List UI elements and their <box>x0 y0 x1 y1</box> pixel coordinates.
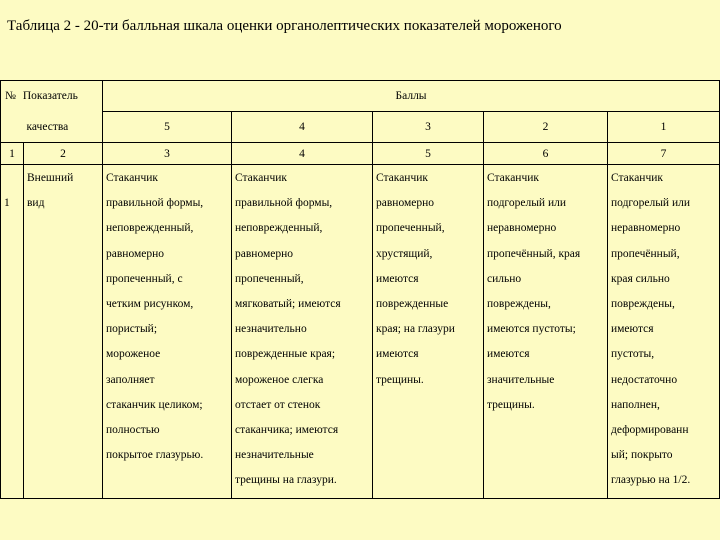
score-5: 5 <box>103 112 232 143</box>
col-number: 2 <box>24 143 103 165</box>
header-indicator-1: Показатель <box>22 90 78 103</box>
header-row-1 <box>1 81 720 112</box>
description-line: наполнен, <box>611 398 660 411</box>
row-number-cell <box>1 165 24 499</box>
description-line: отстает от стенок <box>235 398 321 411</box>
score-4-description <box>232 165 373 499</box>
column-number-row <box>1 143 720 165</box>
description-line: повреждены, <box>487 297 551 310</box>
description-line: стаканчика; имеются <box>235 423 339 436</box>
row-indicator-cell <box>24 165 103 499</box>
description-line: Стаканчик <box>487 172 539 184</box>
description-line: сильно <box>487 272 522 285</box>
description-line: заполняет <box>106 373 155 386</box>
description-line: подгорелый или <box>487 197 567 210</box>
description-line: недостаточно <box>611 373 678 386</box>
description-line: имеются <box>487 348 530 361</box>
description-line: пустоты, <box>611 348 655 361</box>
description-line: повреждены, <box>611 297 675 310</box>
table-row <box>1 165 720 499</box>
score-5-description <box>103 165 232 499</box>
description-line: четким рисунком, <box>106 297 194 310</box>
description-line: равномерно <box>376 197 435 210</box>
description-line: покрытое глазурью. <box>106 449 204 462</box>
scoring-table <box>0 80 720 499</box>
description-line: хрустящий, <box>376 247 433 260</box>
score-1: 1 <box>608 112 720 143</box>
header-row-2 <box>1 112 720 143</box>
header-num: № <box>5 90 16 103</box>
description-line: равномерно <box>235 247 294 260</box>
description-line: Стаканчик <box>376 172 428 184</box>
description-line: подгорелый или <box>611 197 691 210</box>
header-num-empty <box>1 112 24 143</box>
description-line: имеются <box>376 272 419 285</box>
description-line: мороженое слегка <box>235 373 324 386</box>
description-line: незначительные <box>235 449 314 462</box>
col-number: 7 <box>608 143 720 165</box>
description-line: неравномерно <box>611 222 681 235</box>
description-line: пропеченный, <box>235 272 304 285</box>
description-line: правильной формы, <box>106 197 204 210</box>
description-line: значительные <box>487 373 555 386</box>
description-line: полностью <box>106 423 160 436</box>
description-line: трещины. <box>487 398 535 411</box>
description-line: мороженое <box>106 348 161 361</box>
table-title: Таблица 2 - 20-ти балльная шкала оценки органолептических показателей мороженого <box>7 18 562 34</box>
header-scores: Баллы <box>103 81 720 112</box>
description-line: имеются <box>611 323 654 336</box>
description-line: глазурью на 1/2. <box>611 474 691 487</box>
description-line: края; на глазури <box>376 323 455 336</box>
description-line: ый; покрыто <box>611 449 673 462</box>
score-1-description <box>608 165 720 499</box>
row-indicator-line: вид <box>27 197 45 210</box>
row-indicator-line: Внешний <box>27 172 74 184</box>
description-line: поврежденные края; <box>235 348 336 361</box>
description-line: Стаканчик <box>611 172 663 184</box>
description-line: стаканчик целиком; <box>106 398 203 411</box>
description-line: пористый; <box>106 323 158 336</box>
description-line: равномерно <box>106 247 165 260</box>
description-line: неравномерно <box>487 222 557 235</box>
col-number: 1 <box>1 143 24 165</box>
description-line: неповрежденный, <box>106 222 194 235</box>
score-3-description <box>373 165 484 499</box>
score-2-description <box>484 165 608 499</box>
description-line: незначительно <box>235 323 307 336</box>
col-number: 5 <box>373 143 484 165</box>
description-line: трещины на глазури. <box>235 474 337 487</box>
score-4: 4 <box>232 112 373 143</box>
row-number: 1 <box>4 197 10 209</box>
score-3: 3 <box>373 112 484 143</box>
description-line: мягковатый; имеются <box>235 297 341 310</box>
col-number: 4 <box>232 143 373 165</box>
col-number: 6 <box>484 143 608 165</box>
score-2: 2 <box>484 112 608 143</box>
description-line: края сильно <box>611 272 670 285</box>
description-line: правильной формы, <box>235 197 333 210</box>
header-indicator-top <box>1 81 103 112</box>
description-line: имеются пустоты; <box>487 323 576 336</box>
description-line: неповрежденный, <box>235 222 323 235</box>
header-indicator-2: качества <box>24 112 103 143</box>
description-line: трещины. <box>376 373 424 386</box>
description-line: поврежденные <box>376 297 449 310</box>
description-line: пропечённый, <box>611 247 680 260</box>
description-line: пропеченный, <box>376 222 445 235</box>
col-number: 3 <box>103 143 232 165</box>
description-line: Стаканчик <box>235 172 287 184</box>
description-line: пропеченный, с <box>106 272 183 285</box>
description-line: деформированн <box>611 423 689 436</box>
description-line: пропечённый, края <box>487 247 581 260</box>
description-line: имеются <box>376 348 419 361</box>
description-line: Стаканчик <box>106 172 158 184</box>
